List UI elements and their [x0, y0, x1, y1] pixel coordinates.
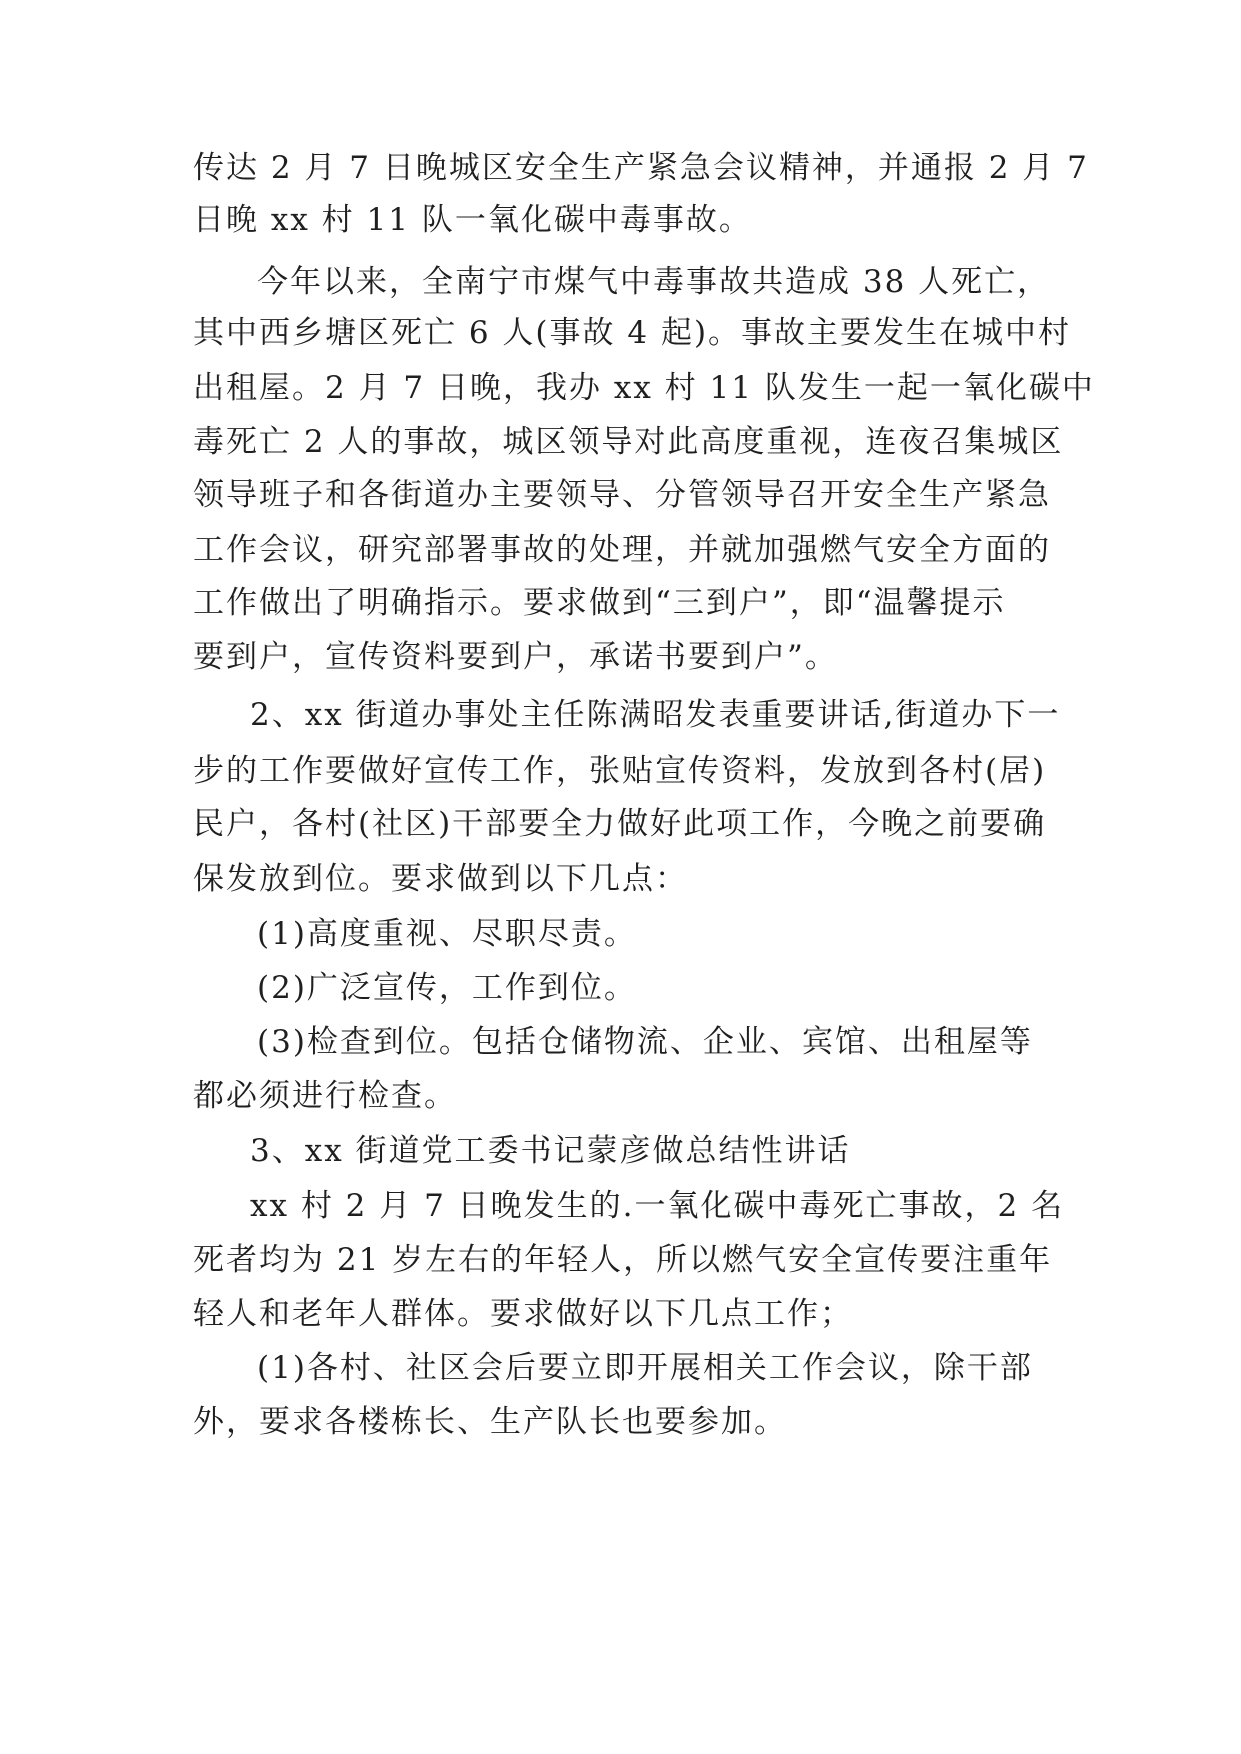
text-line: 保发放到位。要求做到以下几点：: [193, 861, 688, 897]
text-line: (3)检查到位。包括仓储物流、企业、宾馆、出租屋等: [257, 1024, 1033, 1060]
text-line: (1)高度重视、尽职尽责。: [257, 916, 637, 952]
text-line: 工作会议，研究部署事故的处理，并就加强燃气安全方面的: [193, 532, 1051, 568]
text-line: 今年以来，全南宁市煤气中毒事故共造成 38 人死亡，: [257, 264, 1051, 300]
text-line: 死者均为 21 岁左右的年轻人，所以燃气安全宣传要注重年: [193, 1242, 1053, 1278]
text-line: 出租屋。2 月 7 日晚，我办 xx 村 11 队发生一起一氧化碳中: [193, 370, 1095, 406]
text-line: 轻人和老年人群体。要求做好以下几点工作；: [193, 1296, 853, 1332]
text-line: (2)广泛宣传，工作到位。: [257, 970, 637, 1006]
text-line: 步的工作要做好宣传工作，张贴宣传资料，发放到各村(居): [193, 753, 1047, 789]
text-line: 民户，各村(社区)干部要全力做好此项工作，今晚之前要确: [193, 806, 1047, 842]
text-line: (1)各村、社区会后要立即开展相关工作会议，除干部: [257, 1350, 1033, 1386]
text-line: 其中西乡塘区死亡 6 人(事故 4 起)。事故主要发生在城中村: [193, 315, 1072, 351]
text-line: 要到户，宣传资料要到户，承诺书要到户”。: [193, 639, 838, 675]
text-line: 传达 2 月 7 日晚城区安全生产紧急会议精神，并通报 2 月 7: [193, 150, 1089, 186]
text-line: 都必须进行检查。: [193, 1078, 457, 1114]
text-line: 领导班子和各街道办主要领导、分管领导召开安全生产紧急: [193, 477, 1051, 513]
text-line: 工作做出了明确指示。要求做到“三到户”，即“温馨提示: [193, 585, 1006, 621]
text-line: 2、xx 街道办事处主任陈满昭发表重要讲话,街道办下一: [250, 697, 1061, 733]
text-line: 毒死亡 2 人的事故，城区领导对此高度重视，连夜召集城区: [193, 424, 1064, 460]
text-line: xx 村 2 月 7 日晚发生的.一氧化碳中毒死亡事故，2 名: [250, 1188, 1065, 1224]
text-line: 3、xx 街道党工委书记蒙彦做总结性讲话: [250, 1133, 851, 1169]
text-line: 日晚 xx 村 11 队一氧化碳中毒事故。: [193, 202, 752, 238]
text-line: 外，要求各楼栋长、生产队长也要参加。: [193, 1404, 787, 1440]
